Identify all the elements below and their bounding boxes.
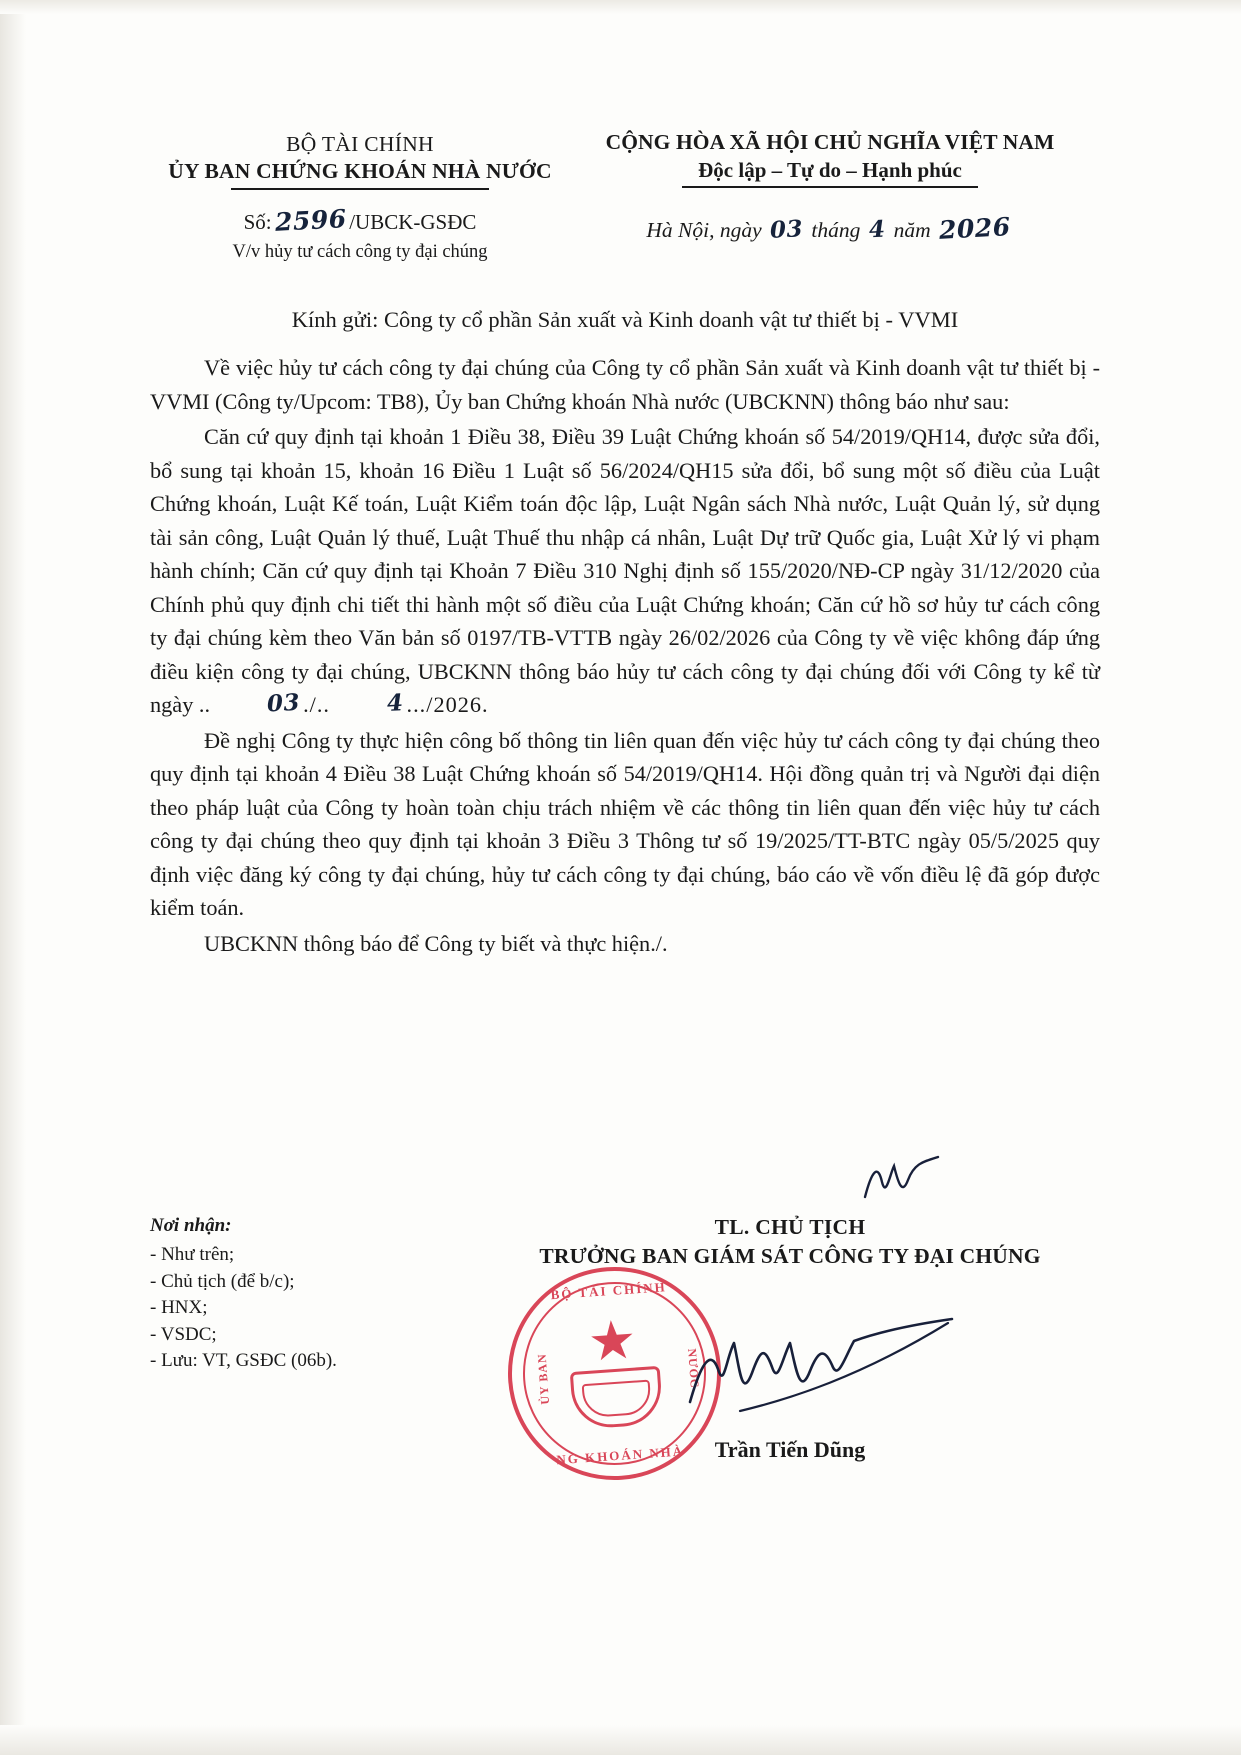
recipient-item: - Như trên; <box>150 1244 235 1265</box>
recipients-title: Nơi nhận: <box>150 1215 232 1236</box>
place-date-block <box>570 206 1090 263</box>
document-meta <box>150 206 1100 263</box>
ministry-name: BỘ TÀI CHÍNH <box>286 132 434 156</box>
date-day: 03 <box>769 215 804 244</box>
seal-text-left: ỦY BAN <box>534 1352 553 1405</box>
recipient-item: - Chủ tịch (để b/c); <box>150 1270 295 1292</box>
nation-title: CỘNG HÒA XÃ HỘI CHỦ NGHĨA VIỆT NAM <box>605 130 1055 154</box>
agency-name: ỦY BAN CHỨNG KHOÁN NHÀ NƯỚC <box>168 159 552 183</box>
document-number-handwritten: 2596 <box>273 204 347 237</box>
place-date-line <box>570 214 1090 243</box>
signer-role-line1: TL. CHỦ TỊCH <box>714 1215 866 1239</box>
recipient-line: Kính gửi: Công ty cổ phần Sản xuất và Kinh doanh vật tư thiết bị - VVMI <box>291 307 959 332</box>
document-subject: V/v hủy tư cách công ty đại chúng <box>232 242 488 262</box>
seal-text-top: BỘ TÀI CHÍNH <box>550 1279 668 1303</box>
effective-date-day: 03 <box>266 688 301 718</box>
document-header <box>150 130 1100 190</box>
document-number-suffix: /UBCK-GSĐC <box>349 210 477 234</box>
signature-block <box>480 1215 1100 1468</box>
document-number-block <box>150 206 570 263</box>
signer-name: Trần Tiến Dũng <box>714 1437 866 1462</box>
header-rule-right <box>682 186 978 188</box>
paragraph-closing: UBCKNN thông báo để Công ty biết và thực hiện./. <box>204 930 668 956</box>
national-heading-block <box>570 130 1090 188</box>
effective-date-year: .../2026. <box>406 692 489 717</box>
recipient-item: - Lưu: VT, GSĐC (06b). <box>150 1350 337 1371</box>
document-footer <box>150 1215 1100 1468</box>
scan-edge-bottom <box>0 1725 1241 1755</box>
closing-flourish-signature <box>860 1152 950 1202</box>
recipient-item: - HNX; <box>150 1297 208 1318</box>
header-rule-left <box>231 188 489 190</box>
issuing-authority-block <box>150 130 570 190</box>
recipient-item: - VSDC; <box>150 1323 217 1345</box>
scan-edge-top <box>0 0 1241 14</box>
seal-text-bottom: NG KHOÁN NHÀ <box>555 1443 685 1468</box>
nation-motto: Độc lập – Tự do – Hạnh phúc <box>698 158 962 182</box>
effective-date-separator: ./.. <box>303 692 331 717</box>
place-date-prefix: Hà Nội, ngày <box>646 218 762 242</box>
date-month-label: tháng <box>811 218 861 242</box>
document-content <box>150 130 1100 960</box>
paragraph-legal-basis-text: Căn cứ quy định tại khoản 1 Điều 38, Điều 39 Luật Chứng khoán số 54/2019/QH14, được sửa đổi, bổ sung tại khoản 15, khoản 16 Điều 1 Luật số 56/2024/QH15 sửa đổi, bổ sung một số điều của Luật Chứng khoán, Luật Kế toán, Luật Kiểm toán độc lập, Luật Ngân sách Nhà nước, Luật Quản lý, sử dụng tài sản công, Luật Quản lý thuế, Luật Thuế thu nhập cá nhân, Luật Dự trữ Quốc gia, Luật Xử lý vi phạm hành chính; Căn cứ quy định tại Khoản 7 Điều 310 Nghị định số 155/2020/NĐ-CP ngày 31/12/2020 của Chính phủ quy định chi tiết thi hành một số điều của Luật Chứng khoán; Căn cứ hồ sơ hủy tư cách công ty đại chúng kèm theo Văn bản số 0197/TB-VTTB ngày 26/02/2026 của Công ty về việc không đáp ứng điều kiện công ty đại chúng, UBCKNN thông báo hủy tư cách công ty đại chúng đối với Công ty kể từ ngày .. <box>150 424 1100 717</box>
scan-edge-left <box>0 0 26 1755</box>
date-year-label: năm <box>893 218 931 242</box>
effective-date-month: 4 <box>386 689 405 718</box>
document-number-label: Số: <box>243 210 272 234</box>
recipients-block <box>150 1215 480 1463</box>
seal-text-right: NƯỚC <box>684 1347 702 1389</box>
paragraph-intro: Về việc hủy tư cách công ty đại chúng của Công ty cổ phần Sản xuất và Kinh doanh vật tư thiết bị - VVMI (Công ty/Upcom: TB8), Ủy ban Chứng khoán Nhà nước (UBCKNN) thông báo như sau: <box>150 355 1100 414</box>
paragraph-disclosure-request: Đề nghị Công ty thực hiện công bố thông tin liên quan đến việc hủy tư cách công ty đại chúng theo quy định tại khoản 4 Điều 38 Luật Chứng khoán số 54/2019/QH14. Hội đồng quản trị và Người đại diện theo pháp luật của Công ty hoàn toàn chịu trách nhiệm về các thông tin liên quan đến việc hủy tư cách công ty đại chúng theo quy định tại khoản 3 Điều 3 Thông tư số 19/2025/TT-BTC ngày 05/5/2025 quy định việc đăng ký công ty đại chúng, hủy tư cách công ty đại chúng, báo cáo về vốn điều lệ đã góp được kiểm toán. <box>150 727 1100 920</box>
date-month: 4 <box>868 215 886 244</box>
paragraph-legal-basis <box>150 420 1100 722</box>
handwritten-signature <box>680 1307 980 1427</box>
document-number-line <box>244 206 477 235</box>
seal-star-icon: ★ <box>585 1309 639 1373</box>
date-year: 2026 <box>938 212 1012 245</box>
signer-role-line2: TRƯỞNG BAN GIÁM SÁT CÔNG TY ĐẠI CHÚNG <box>539 1244 1041 1268</box>
